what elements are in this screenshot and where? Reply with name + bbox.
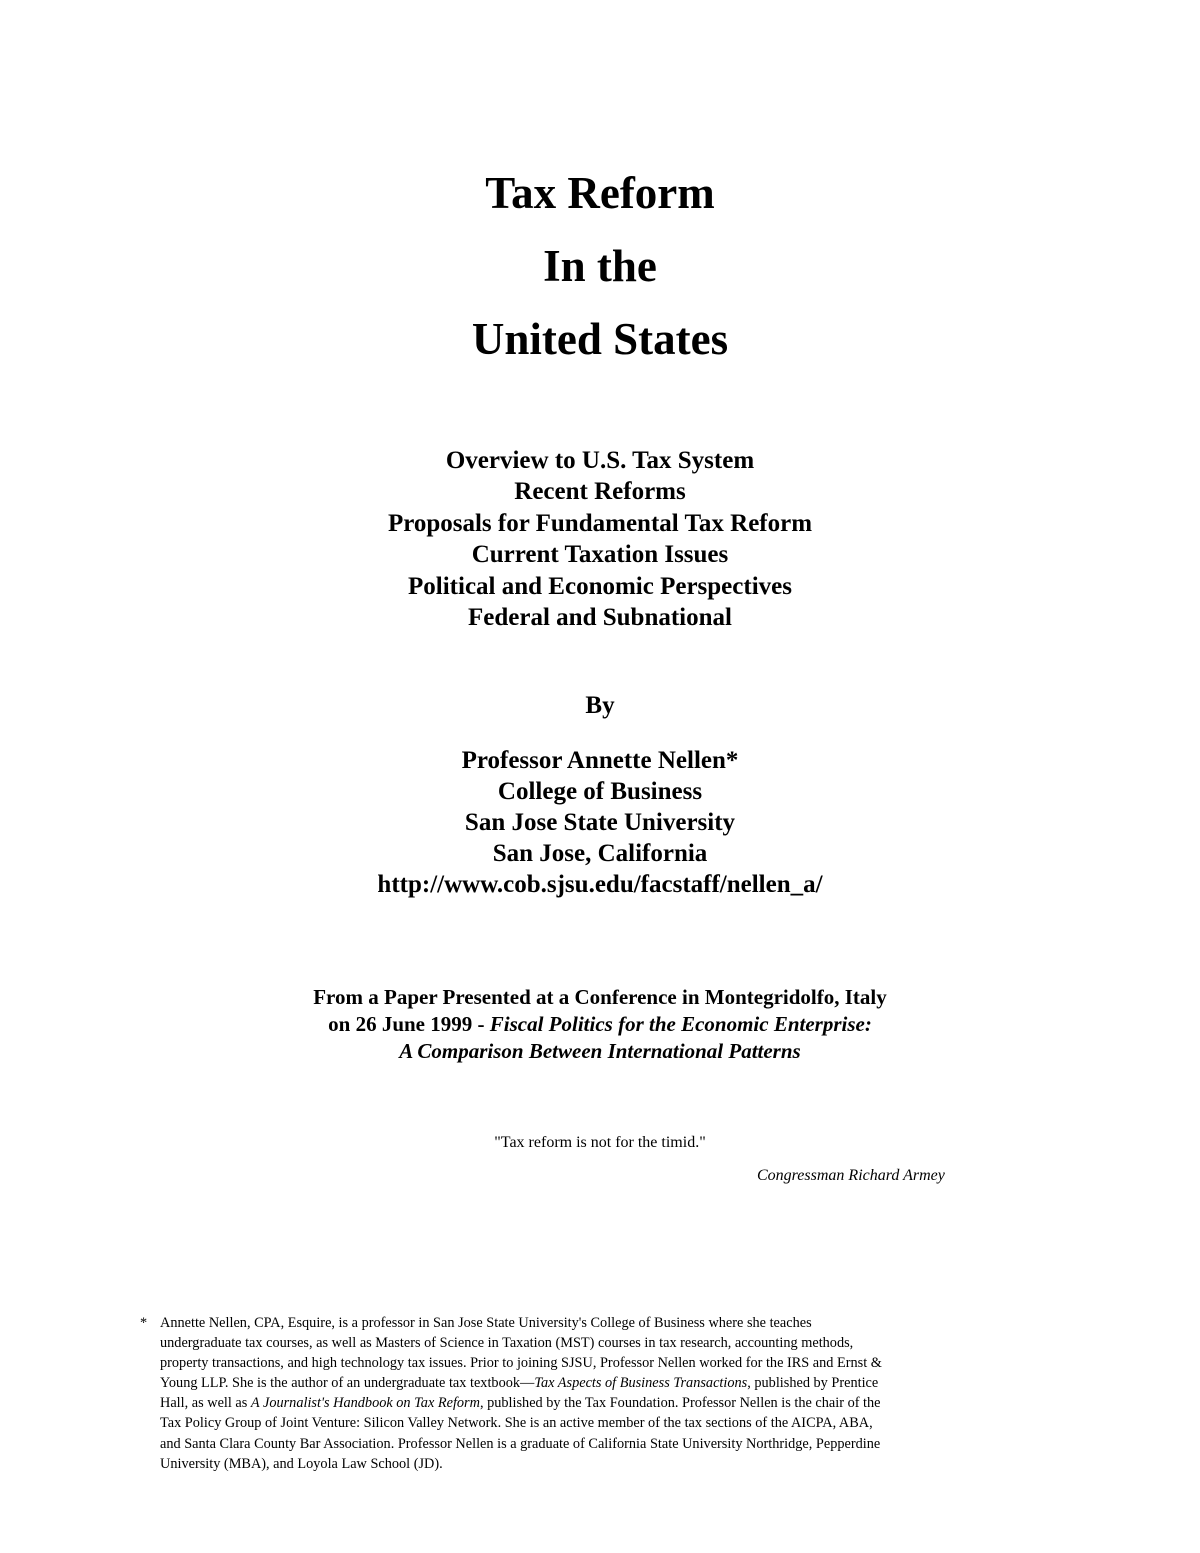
author-block [0, 745, 1200, 900]
footnote-line: Annette Nellen, CPA, Esquire, is a professor in San Jose State University's College of Business where she teaches [160, 1315, 812, 1331]
title-line-1: Tax Reform [485, 168, 715, 218]
conference-note [0, 984, 1200, 1065]
footnote-text-segment: , published by the Tax Foundation. Professor Nellen is the chair of the [479, 1395, 881, 1412]
conference-line-2 [0, 1011, 1200, 1038]
author-location: San Jose, California [492, 840, 708, 867]
title-line-2: In the [543, 241, 657, 291]
author-college: College of Business [497, 778, 703, 805]
epigraph-quote: "Tax reform is not for the timid." [494, 1134, 706, 1151]
by-label: By [585, 692, 615, 719]
conference-date: on 26 June 1999 - [328, 1012, 490, 1036]
footnote-text-segment: , published by Prentice [747, 1375, 879, 1392]
topic-item: Federal and Subnational [468, 603, 732, 631]
topic-list [0, 445, 1200, 633]
footnote-line: University (MBA), and Loyola Law School (JD). [160, 1455, 443, 1472]
topic-item: Overview to U.S. Tax System [445, 447, 755, 474]
title-line-3: United States [471, 314, 729, 364]
footnote-line [160, 1393, 1060, 1413]
topic-item: Current Taxation Issues [471, 541, 729, 569]
author-university: San Jose State University [464, 809, 736, 836]
topic-item: Political and Economic Perspectives [408, 572, 792, 600]
author-name: Professor Annette Nellen* [461, 747, 739, 774]
conference-line-3: A Comparison Between International Patterns [399, 1039, 801, 1063]
topic-item: Recent Reforms [514, 478, 686, 506]
footnote-line: and Santa Clara County Bar Association. Professor Nellen is a graduate of California State University Northridge, Pepperdine [160, 1435, 881, 1452]
handbook-title: A Journalist's Handbook on Tax Reform [250, 1395, 480, 1412]
topic-item: Proposals for Fundamental Tax Reform [387, 509, 813, 537]
conference-line-1: From a Paper Presented at a Conference in Montegridolfo, Italy [313, 985, 887, 1009]
conference-title: Fiscal Politics for the Economic Enterprise: [489, 1012, 872, 1036]
textbook-title: Tax Aspects of Business Transactions [534, 1375, 748, 1392]
epigraph-attribution: Congressman Richard Armey [757, 1167, 945, 1184]
footnote-text-segment: Young LLP. She is the author of an undergraduate tax textbook— [160, 1375, 535, 1392]
footnote-line: undergraduate tax courses, as well as Masters of Science in Taxation (MST) courses in tax research, accounting methods, [160, 1335, 854, 1352]
footnote-line: property transactions, and high technology tax issues. Prior to joining SJSU, Professor Nellen worked for the IRS and Ernst & [160, 1355, 882, 1372]
footnote-marker: * [140, 1315, 148, 1331]
footnote-line: Tax Policy Group of Joint Venture: Silicon Valley Network. She is an active member of the tax sections of the AICPA, ABA, [160, 1415, 873, 1432]
footnote-text-segment: Hall, as well as [160, 1395, 251, 1412]
author-url: http://www.cob.sjsu.edu/facstaff/nellen_a/ [377, 871, 823, 898]
footnote-text [160, 1313, 1060, 1474]
footnote-line [160, 1373, 1060, 1393]
